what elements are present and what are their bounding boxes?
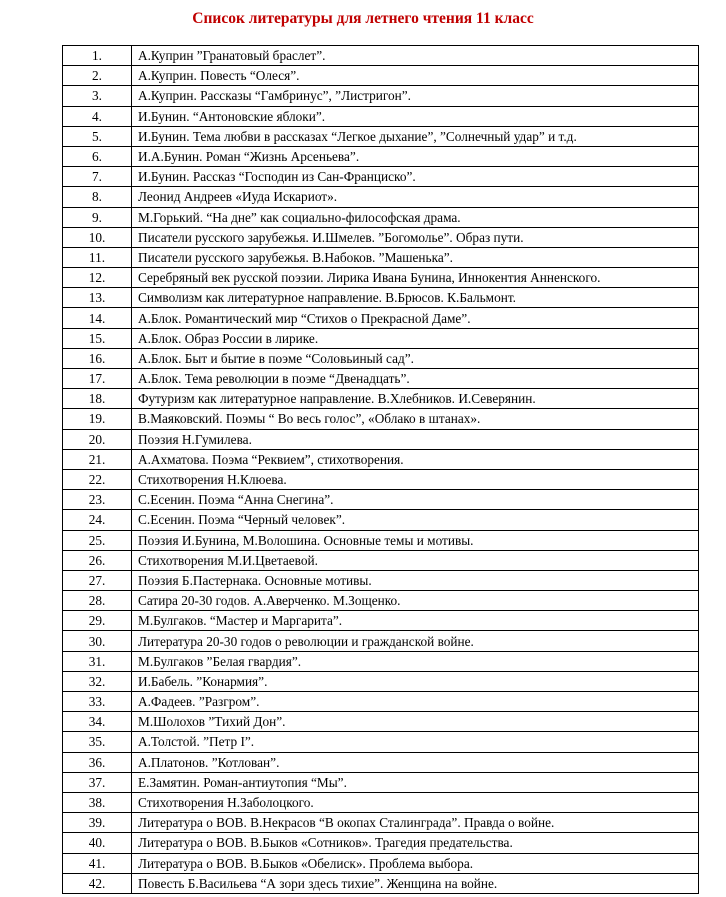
table-row — [63, 772, 699, 792]
item-number: 3. — [63, 86, 132, 106]
item-title: А.Куприн. Повесть “Олеся”. — [132, 66, 699, 86]
item-title: И.Бунин. Рассказ “Господин из Сан-Франциско”. — [132, 167, 699, 187]
item-number: 12. — [63, 268, 132, 288]
item-title: И.Бабель. ”Конармия”. — [132, 671, 699, 691]
item-number: 14. — [63, 308, 132, 328]
table-row — [63, 268, 699, 288]
item-number: 22. — [63, 469, 132, 489]
item-title: А.Платонов. ”Котлован”. — [132, 752, 699, 772]
table-row — [63, 187, 699, 207]
table-row — [63, 247, 699, 267]
item-number: 40. — [63, 833, 132, 853]
item-title: С.Есенин. Поэма “Анна Снегина”. — [132, 490, 699, 510]
table-row — [63, 409, 699, 429]
table-row — [63, 510, 699, 530]
table-row — [63, 167, 699, 187]
table-row — [63, 570, 699, 590]
item-title: Литература 20-30 годов о революции и гражданской войне. — [132, 631, 699, 651]
item-number: 29. — [63, 611, 132, 631]
item-title: С.Есенин. Поэма “Черный человек”. — [132, 510, 699, 530]
item-number: 13. — [63, 288, 132, 308]
table-row — [63, 651, 699, 671]
table-row — [63, 207, 699, 227]
item-title: М.Горький. “На дне” как социально-философская драма. — [132, 207, 699, 227]
item-title: М.Булгаков. “Мастер и Маргарита”. — [132, 611, 699, 631]
item-title: А.Куприн ”Гранатовый браслет”. — [132, 46, 699, 66]
item-number: 28. — [63, 591, 132, 611]
table-row — [63, 66, 699, 86]
literature-table — [62, 45, 699, 894]
item-number: 6. — [63, 146, 132, 166]
table-row — [63, 671, 699, 691]
table-row — [63, 792, 699, 812]
item-number: 4. — [63, 106, 132, 126]
item-title: А.Фадеев. ”Разгром”. — [132, 692, 699, 712]
page-title: Список литературы для летнего чтения 11 класс — [192, 10, 534, 27]
item-title: Поэзия Н.Гумилева. — [132, 429, 699, 449]
item-number: 17. — [63, 369, 132, 389]
table-row — [63, 853, 699, 873]
item-title: Е.Замятин. Роман-антиутопия “Мы”. — [132, 772, 699, 792]
item-title: Литература о ВОВ. В.Быков «Обелиск». Проблема выбора. — [132, 853, 699, 873]
item-number: 5. — [63, 126, 132, 146]
item-title: Писатели русского зарубежья. В.Набоков. ”Машенька”. — [132, 247, 699, 267]
table-row — [63, 490, 699, 510]
item-number: 39. — [63, 813, 132, 833]
item-title: Поэзия И.Бунина, М.Волошина. Основные темы и мотивы. — [132, 530, 699, 550]
item-title: А.Куприн. Рассказы “Гамбринус”, ”Листригон”. — [132, 86, 699, 106]
item-number: 34. — [63, 712, 132, 732]
item-number: 2. — [63, 66, 132, 86]
item-number: 18. — [63, 389, 132, 409]
item-number: 35. — [63, 732, 132, 752]
item-title: Стихотворения Н.Клюева. — [132, 469, 699, 489]
item-number: 23. — [63, 490, 132, 510]
item-title: Символизм как литературное направление. В.Брюсов. К.Бальмонт. — [132, 288, 699, 308]
item-title: Литература о ВОВ. В.Быков «Сотников». Трагедия предательства. — [132, 833, 699, 853]
table-row — [63, 449, 699, 469]
item-title: И.Бунин. Тема любви в рассказах “Легкое дыхание”, ”Солнечный удар” и т.д. — [132, 126, 699, 146]
item-number: 11. — [63, 247, 132, 267]
item-number: 31. — [63, 651, 132, 671]
table-row — [63, 611, 699, 631]
item-title: Серебряный век русской поэзии. Лирика Ивана Бунина, Иннокентия Анненского. — [132, 268, 699, 288]
table-row — [63, 308, 699, 328]
item-number: 19. — [63, 409, 132, 429]
item-title: И.Бунин. “Антоновские яблоки”. — [132, 106, 699, 126]
table-row — [63, 126, 699, 146]
item-number: 21. — [63, 449, 132, 469]
table-row — [63, 732, 699, 752]
item-number: 15. — [63, 328, 132, 348]
item-number: 30. — [63, 631, 132, 651]
item-title: А.Толстой. ”Петр I”. — [132, 732, 699, 752]
table-row — [63, 752, 699, 772]
item-title: Сатира 20-30 годов. А.Аверченко. М.Зощенко. — [132, 591, 699, 611]
table-row — [63, 550, 699, 570]
item-title: Писатели русского зарубежья. И.Шмелев. ”Богомолье”. Образ пути. — [132, 227, 699, 247]
item-title: Повесть Б.Васильева “А зори здесь тихие”. Женщина на войне. — [132, 873, 699, 893]
item-number: 10. — [63, 227, 132, 247]
item-title: Литература о ВОВ. В.Некрасов “В окопах Сталинграда”. Правда о войне. — [132, 813, 699, 833]
item-number: 37. — [63, 772, 132, 792]
item-number: 33. — [63, 692, 132, 712]
item-title: А.Ахматова. Поэма “Реквием”, стихотворения. — [132, 449, 699, 469]
item-number: 38. — [63, 792, 132, 812]
table-row — [63, 712, 699, 732]
table-row — [63, 86, 699, 106]
item-title: А.Блок. Романтический мир “Стихов о Прекрасной Даме”. — [132, 308, 699, 328]
item-title: И.А.Бунин. Роман “Жизнь Арсеньева”. — [132, 146, 699, 166]
item-number: 7. — [63, 167, 132, 187]
item-number: 16. — [63, 348, 132, 368]
item-number: 24. — [63, 510, 132, 530]
item-number: 27. — [63, 570, 132, 590]
table-row — [63, 146, 699, 166]
item-title: М.Булгаков ”Белая гвардия”. — [132, 651, 699, 671]
item-title: Стихотворения М.И.Цветаевой. — [132, 550, 699, 570]
table-row — [63, 369, 699, 389]
item-number: 32. — [63, 671, 132, 691]
table-row — [63, 692, 699, 712]
table-row — [63, 348, 699, 368]
item-number: 20. — [63, 429, 132, 449]
item-title: А.Блок. Быт и бытие в поэме “Соловьиный сад”. — [132, 348, 699, 368]
item-number: 26. — [63, 550, 132, 570]
item-title: В.Маяковский. Поэмы “ Во весь голос”, «Облако в штанах». — [132, 409, 699, 429]
table-row — [63, 46, 699, 66]
table-row — [63, 469, 699, 489]
item-number: 1. — [63, 46, 132, 66]
item-number: 41. — [63, 853, 132, 873]
table-row — [63, 530, 699, 550]
table-row — [63, 227, 699, 247]
table-row — [63, 288, 699, 308]
item-title: А.Блок. Образ России в лирике. — [132, 328, 699, 348]
table-row — [63, 813, 699, 833]
item-title: Поэзия Б.Пастернака. Основные мотивы. — [132, 570, 699, 590]
table-row — [63, 429, 699, 449]
item-title: Леонид Андреев «Иуда Искариот». — [132, 187, 699, 207]
item-number: 25. — [63, 530, 132, 550]
item-number: 42. — [63, 873, 132, 893]
item-title: А.Блок. Тема революции в поэме “Двенадцать”. — [132, 369, 699, 389]
item-title: Стихотворения Н.Заболоцкого. — [132, 792, 699, 812]
table-row — [63, 106, 699, 126]
table-row — [63, 833, 699, 853]
item-title: М.Шолохов ”Тихий Дон”. — [132, 712, 699, 732]
table-row — [63, 631, 699, 651]
item-number: 9. — [63, 207, 132, 227]
item-number: 8. — [63, 187, 132, 207]
table-row — [63, 389, 699, 409]
table-row — [63, 873, 699, 893]
item-number: 36. — [63, 752, 132, 772]
literature-table-body — [63, 46, 699, 894]
item-title: Футуризм как литературное направление. В.Хлебников. И.Северянин. — [132, 389, 699, 409]
table-row — [63, 328, 699, 348]
table-row — [63, 591, 699, 611]
